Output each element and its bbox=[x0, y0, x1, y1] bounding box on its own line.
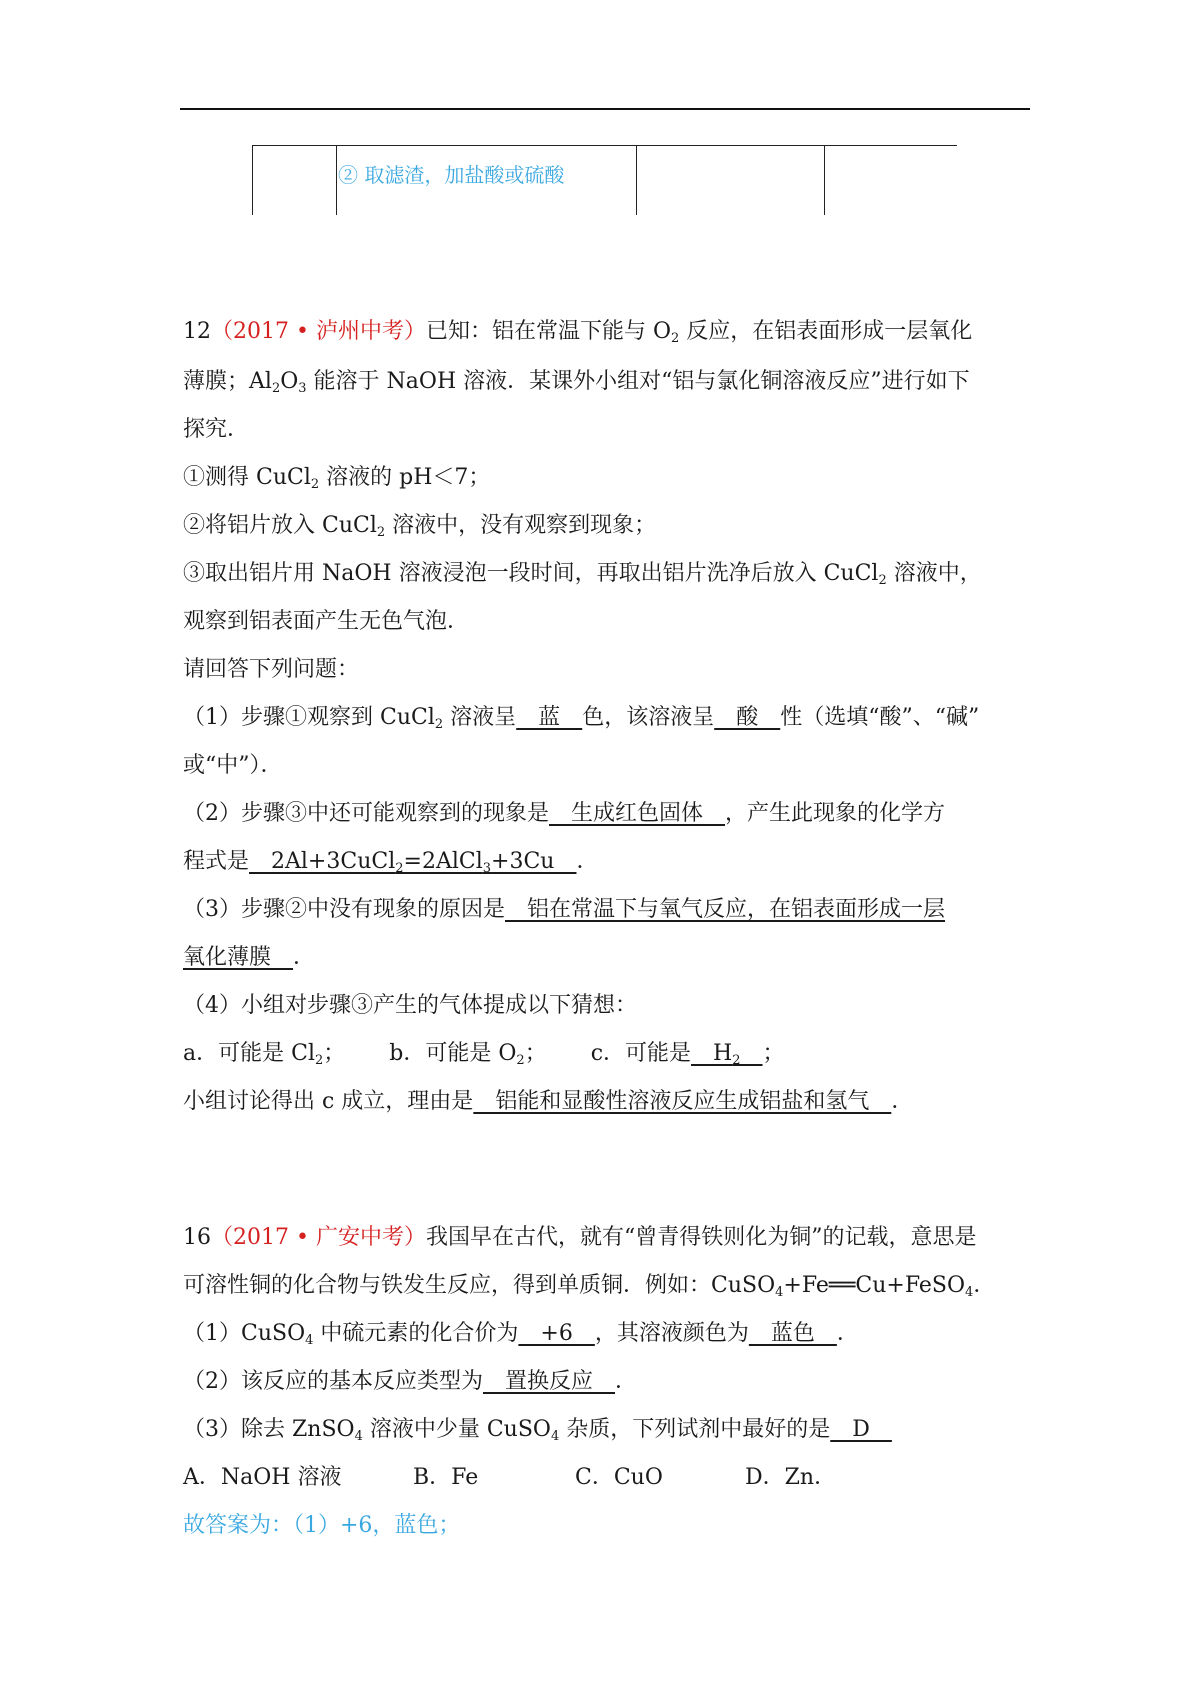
option-d: D．Zn． bbox=[745, 1465, 837, 1490]
answer-blank: 生成红色固体 bbox=[549, 801, 726, 826]
q16-line-2: 可溶性铜的化合物与铁发生反应，得到单质铜．例如：CuSO$_4$+Fe══Cu+FeSO$_4$． bbox=[183, 1273, 996, 1300]
answer-blank: 氧化薄膜 bbox=[183, 945, 294, 970]
q12-source: （2017 • 泸州中考） bbox=[211, 319, 426, 344]
answer-blank: D bbox=[830, 1417, 892, 1442]
q12-number: 12 bbox=[183, 319, 211, 344]
answer-blank: 铝能和显酸性溶液反应生成铝盐和氢气 bbox=[473, 1089, 892, 1114]
answer-blank: 2Al+3CuCl$_2$=2AlCl$_3$+3Cu bbox=[249, 849, 577, 876]
q16-part-1: （1）CuSO$_4$ 中硫元素的化合价为 +6 ，其溶液颜色为 蓝色 ． bbox=[183, 1321, 859, 1348]
q12-line-3: 探究． bbox=[183, 417, 250, 442]
answer-blank: 铝在常温下与氧气反应，在铝表面形成一层 bbox=[505, 897, 946, 922]
option-c: C．CuO bbox=[575, 1465, 663, 1490]
q16-number: 16 bbox=[183, 1225, 211, 1250]
table-cell-text: ② 取滤渣，加盐酸或硫酸 bbox=[338, 163, 565, 187]
q12-part-1-cont: 或“中”）． bbox=[183, 753, 283, 778]
table-top-border bbox=[252, 145, 957, 146]
q12-prompt: 请回答下列问题： bbox=[183, 657, 360, 682]
answer-blank: 蓝色 bbox=[748, 1321, 837, 1346]
q12-step-3: ③取出铝片用 NaOH 溶液浸泡一段时间，再取出铝片洗净后放入 CuCl$_2$ 溶液中， bbox=[183, 561, 982, 588]
q12-part-1: （1）步骤①观察到 CuCl$_2$ 溶液呈 蓝 色，该溶液呈 酸 性（选填“酸”、“碱” bbox=[183, 705, 980, 732]
table-col-border bbox=[336, 145, 337, 215]
answer-blank: 蓝 bbox=[516, 705, 583, 730]
option-a: A．NaOH 溶液 bbox=[183, 1465, 342, 1490]
q12-part-3-cont: 氧化薄膜 ． bbox=[183, 945, 316, 970]
table-col-border bbox=[252, 145, 253, 215]
q12-part-4: （4）小组对步骤③产生的气体提成以下猜想： bbox=[183, 993, 637, 1018]
q12-step-2: ②将铝片放入 CuCl$_2$ 溶液中，没有观察到现象； bbox=[183, 513, 657, 540]
q12-line-1: 12（2017 • 泸州中考）已知：铝在常温下能与 $O_2$ 反应，在铝表面形成一层氧化 bbox=[183, 319, 973, 346]
table-col-border bbox=[824, 145, 825, 215]
answer-blank: $H_2$ bbox=[691, 1041, 741, 1068]
q16-options bbox=[183, 1462, 836, 1494]
table-col-border bbox=[636, 145, 637, 215]
answer-blank: +6 bbox=[518, 1321, 595, 1346]
q16-part-3: （3）除去 ZnSO$_4$ 溶液中少量 CuSO$_4$ 杂质，下列试剂中最好的是 D bbox=[183, 1417, 892, 1444]
answer-blank: 酸 bbox=[714, 705, 781, 730]
q12-step-1: ①测得 CuCl$_2$ 溶液的 pH＜7； bbox=[183, 465, 491, 492]
table-fragment bbox=[252, 145, 957, 215]
q12-guesses: a．可能是 $Cl_2$； b．可能是 $O_2$； c．可能是 $H_2$ ； bbox=[183, 1041, 785, 1068]
q16-part-2: （2）该反应的基本反应类型为 置换反应 ． bbox=[183, 1369, 638, 1394]
answer-blank: 置换反应 bbox=[483, 1369, 616, 1394]
q12-step-3-cont: 观察到铝表面产生无色气泡． bbox=[183, 609, 470, 634]
header-rule bbox=[180, 108, 1030, 110]
q12-conclusion: 小组讨论得出 c 成立，理由是 铝能和显酸性溶液反应生成铝盐和氢气 ． bbox=[183, 1089, 914, 1114]
q16-source: （2017 • 广安中考） bbox=[211, 1225, 426, 1250]
q12-part-2: （2）步骤③中还可能观察到的现象是 生成红色固体 ，产生此现象的化学方 bbox=[183, 801, 946, 826]
q12-part-2-cont: 程式是 2Al+3CuCl$_2$=2AlCl$_3$+3Cu ． bbox=[183, 849, 599, 876]
q12-line-2: 薄膜；$Al_2O_3$ 能溶于 NaOH 溶液．某课外小组对“铝与氯化铜溶液反应”进行如下 bbox=[183, 369, 970, 396]
q16-line-1: 16（2017 • 广安中考）我国早在古代，就有“曾青得铁则化为铜”的记载，意思是 bbox=[183, 1225, 977, 1250]
option-b: B．Fe bbox=[413, 1465, 479, 1490]
q16-answer: 故答案为：（1）+6，蓝色； bbox=[183, 1513, 461, 1538]
q12-part-3: （3）步骤②中没有现象的原因是 铝在常温下与氧气反应，在铝表面形成一层 bbox=[183, 897, 946, 922]
